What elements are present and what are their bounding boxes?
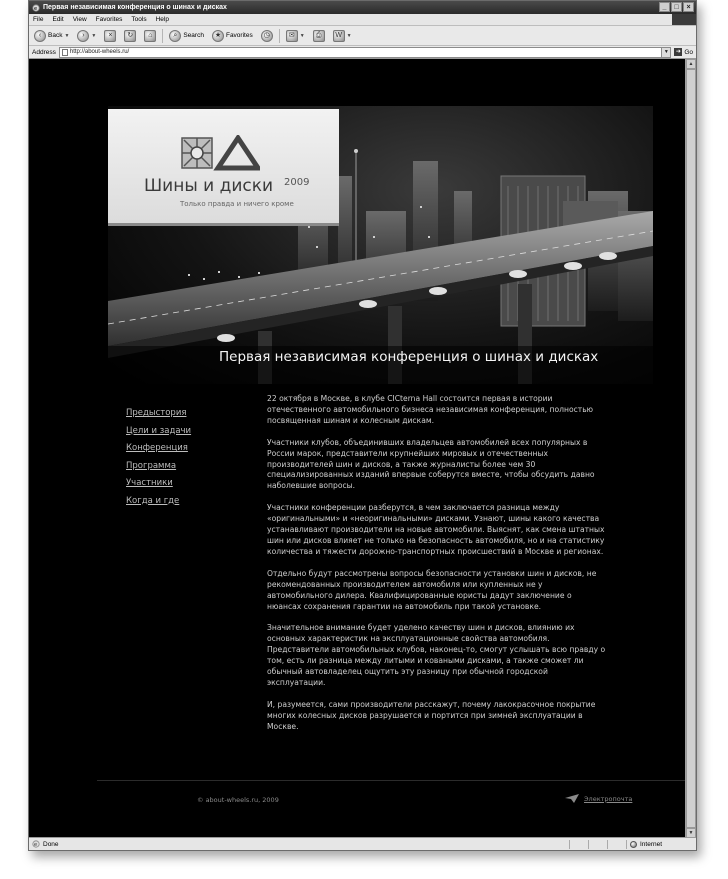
back-label: Back	[48, 32, 63, 39]
nav-link-participants[interactable]: Участники	[126, 478, 173, 488]
paragraph: Участники клубов, объединивших владельцев автомобилей всех популярных в России марок, представители крупнейших мировых и отечественных производителей шин и дисков, а также журналисты более чем 30 специализированных изданий впервые соберутся вместе, чтобы обсудить давно наболевшие вопросы.	[267, 437, 595, 491]
close-button[interactable]: ×	[683, 2, 694, 12]
status-cell	[607, 840, 626, 849]
menu-view[interactable]: View	[72, 16, 87, 23]
paragraph: 22 октября в Москве, в клубе CICterna Hall состоится первая в истории отечественного автомобильного бизнеса независимая конференция, полностью посвященная шинам и колесным дискам.	[267, 394, 594, 425]
refresh-button[interactable]	[122, 28, 138, 44]
chevron-down-icon[interactable]: ▼	[299, 32, 305, 39]
window-title: Первая независимая конференция о шинах и дисках	[43, 4, 227, 11]
forward-button[interactable]	[75, 28, 98, 44]
nav-link-goals[interactable]: Цели и задачи	[126, 425, 192, 436]
browser-window	[28, 0, 697, 851]
print-icon: ⎙	[313, 30, 325, 42]
menu-file[interactable]: File	[33, 16, 44, 23]
nav-link-conference[interactable]: Конференция	[126, 443, 188, 453]
menu-bar	[29, 14, 696, 26]
nav-link-when-where[interactable]: Когда и где	[126, 495, 180, 506]
edit-button[interactable]	[331, 28, 354, 44]
mail-icon: ✉	[286, 30, 298, 42]
favorites-button[interactable]	[210, 28, 255, 44]
header-banner	[108, 106, 653, 384]
email-link-label: Электропочта	[584, 794, 633, 803]
go-arrow-icon: ➜	[675, 49, 681, 55]
footer-divider	[97, 780, 685, 781]
paper-plane-icon	[565, 794, 579, 803]
svg-text:e: e	[34, 842, 38, 848]
ie-icon	[32, 4, 40, 12]
zone-text: Internet	[640, 840, 663, 848]
paragraph: Участники конференции разберутся, в чем заключается разница между «оригинальными» и «неоригинальными» дисками. Узнают, шины какого качества устанавливают производители на новые автомобили. Выяснят, как смена штатных шин или дисков влияет не только на безопасность автомобиля, но и на статистику количества и тяжести дорожно-транспортных происшествий в Москве и регионах.	[267, 503, 605, 556]
toolbar-divider	[279, 29, 280, 43]
back-button[interactable]	[32, 28, 71, 44]
paragraph: Отдельно будут рассмотрены вопросы безопасности установки шин и дисков, не рекомендованных производителем автомобиля или купленных не у автомобильного дилера. Квалифицированные юристы дадут заключение о нюансах сохранения гарантии на автомобиль при такой установке.	[267, 568, 597, 611]
minimize-button[interactable]: _	[659, 2, 670, 12]
menu-edit[interactable]: Edit	[52, 16, 64, 23]
ie-page-icon	[32, 840, 40, 848]
home-button[interactable]	[142, 28, 158, 44]
menu-help[interactable]: Help	[155, 16, 169, 23]
page-icon	[62, 49, 68, 56]
email-link[interactable]	[565, 794, 632, 803]
brand-year: 2009	[284, 177, 310, 188]
status-text: Done	[43, 840, 59, 848]
history-icon: ◷	[261, 30, 273, 42]
nav-link-history[interactable]: Предыстория	[126, 408, 187, 418]
maximize-button[interactable]: □	[671, 2, 682, 12]
side-navigation	[126, 409, 191, 514]
nav-link-program[interactable]: Программа	[126, 460, 177, 471]
forward-arrow-icon: ›	[77, 30, 89, 42]
address-value: http://about-wheels.ru/	[69, 49, 130, 55]
menu-favorites[interactable]: Favorites	[95, 16, 123, 23]
address-bar	[29, 46, 696, 59]
chevron-down-icon[interactable]: ▼	[346, 32, 352, 39]
status-bar	[29, 837, 696, 850]
main-content	[267, 394, 607, 744]
search-icon: ⌕	[169, 30, 181, 42]
paragraph: Значительное внимание будет уделено качеству шин и дисков, влиянию их основных характеристик на эксплуатационные свойства автомобиля. Представители автомобильных клубов, наконец-то, смогут услышать всю правду о том, есть ли разница между литыми и коваными дисками, а также сможет ли обычный автовладелец ощутить эту разницу при обычной городской эксплуатации.	[267, 623, 606, 687]
page-viewport	[29, 59, 685, 838]
mail-button[interactable]	[284, 28, 307, 44]
menu-tools[interactable]: Tools	[131, 16, 147, 23]
globe-icon	[630, 841, 637, 848]
svg-text:e: e	[34, 5, 38, 12]
billboard	[108, 109, 339, 226]
home-icon: ⌂	[144, 30, 156, 42]
stop-icon: ×	[104, 30, 116, 42]
windows-logo	[672, 14, 696, 25]
page-title: Первая независимая конференция о шинах и дисках	[219, 349, 599, 365]
word-icon: W	[333, 30, 345, 42]
chevron-down-icon[interactable]: ▼	[64, 32, 70, 39]
favorites-label: Favorites	[225, 32, 253, 39]
go-label: Go	[684, 48, 693, 56]
go-button[interactable]	[674, 48, 693, 56]
star-icon: ★	[212, 30, 224, 42]
vertical-scrollbar[interactable]	[685, 59, 696, 838]
print-button[interactable]	[311, 28, 327, 44]
copyright: © about-wheels.ru, 2009	[197, 796, 279, 804]
history-button[interactable]	[259, 28, 275, 44]
brand-name: Шины и диски	[144, 176, 274, 196]
brand-slogan: Только правда и ничего кроме	[180, 200, 294, 208]
scrollbar-thumb[interactable]	[686, 69, 696, 828]
search-label: Search	[183, 32, 204, 39]
logo-icon	[180, 135, 260, 171]
scroll-up-icon[interactable]: ▲	[686, 59, 696, 69]
back-arrow-icon: ‹	[34, 30, 46, 42]
search-button[interactable]	[167, 28, 206, 44]
status-cell	[569, 840, 588, 849]
toolbar-divider	[162, 29, 163, 43]
scroll-down-icon[interactable]: ▼	[686, 828, 696, 838]
stop-button[interactable]	[102, 28, 118, 44]
toolbar	[29, 26, 696, 46]
status-cell	[588, 840, 607, 849]
address-label: Address	[32, 48, 56, 56]
refresh-icon: ↻	[124, 30, 136, 42]
security-zone	[626, 840, 696, 849]
paragraph: И, разумеется, сами производители расскажут, почему лакокрасочное покрытие многих колесных дисков разрушается и портится при зимней эксплуатации в Москве.	[267, 699, 596, 731]
chevron-down-icon[interactable]: ▼	[91, 32, 97, 39]
address-input[interactable]	[59, 47, 671, 58]
chevron-down-icon[interactable]: ▼	[661, 48, 670, 57]
title-bar	[29, 1, 696, 14]
